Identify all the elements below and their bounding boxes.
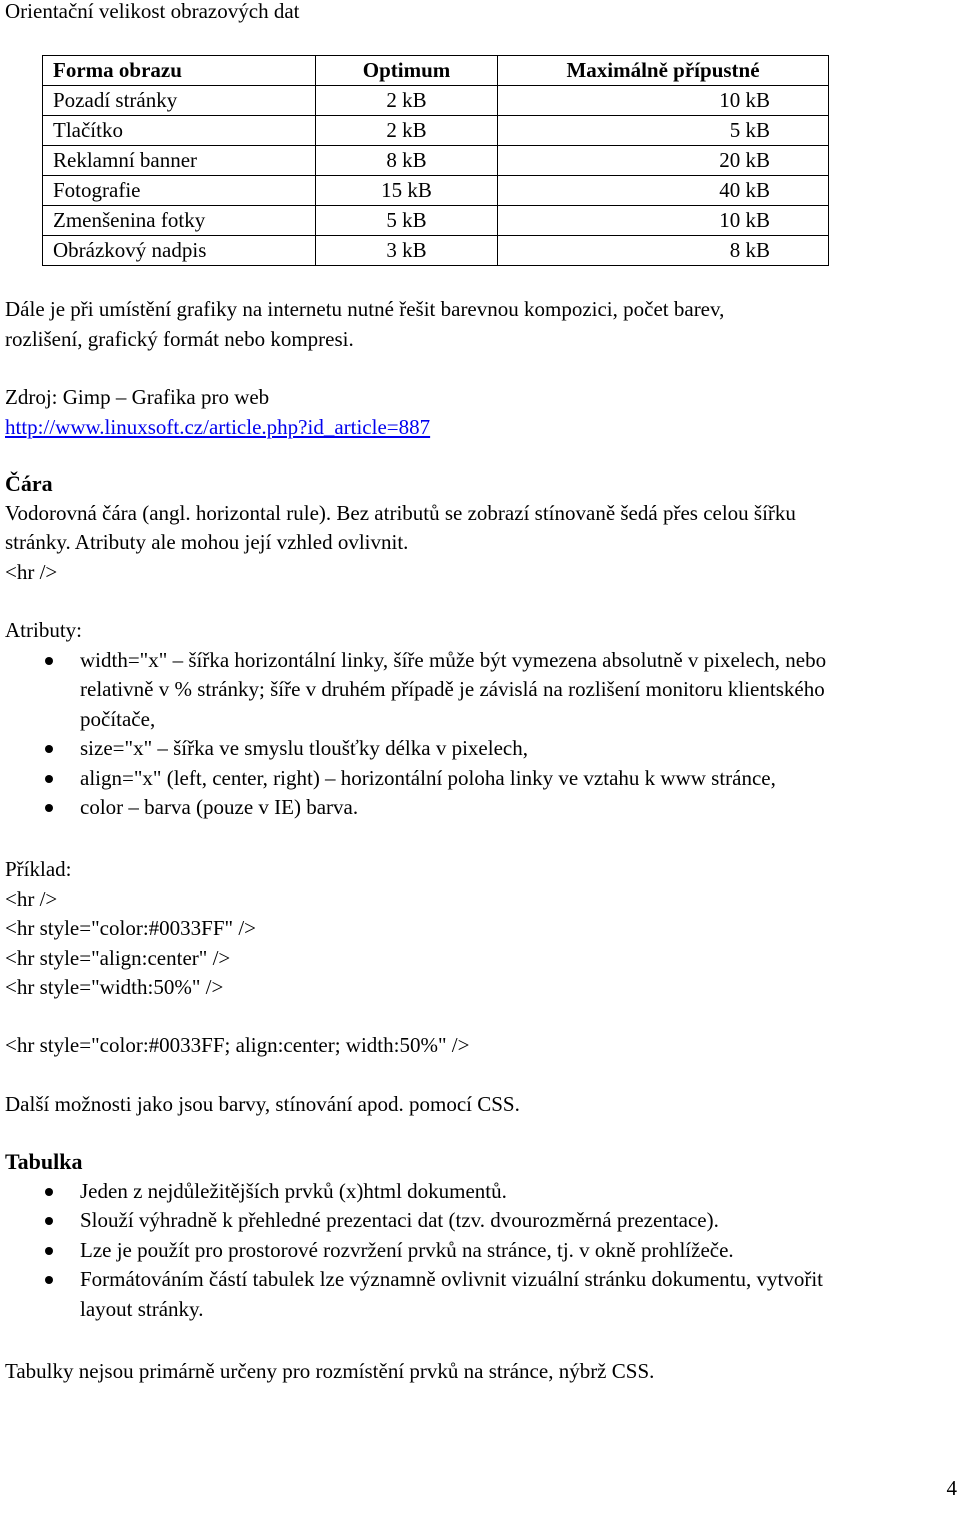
table-row: [43, 146, 829, 176]
table-cell: Tlačítko: [43, 116, 316, 146]
bullet-icon: [45, 775, 53, 783]
table-cell: 2 kB: [316, 116, 498, 146]
table-row: [43, 236, 829, 266]
graphics-paragraph: [5, 295, 724, 354]
attributes-list: [5, 646, 865, 823]
table-cell: Obrázkový nadpis: [43, 236, 316, 266]
table-cell: Pozadí stránky: [43, 86, 316, 116]
table-row: [43, 206, 829, 236]
cara-section: [5, 469, 957, 587]
example-section: [5, 855, 256, 1003]
table-cell: 8 kB: [498, 236, 829, 266]
table-cell: Reklamní banner: [43, 146, 316, 176]
list-item: width="x" – šířka horizontální linky, šíře může být vymezena absolutně v pixelech, nebo relativně v % stránky; šíře v druhém případě je závislá na rozlišení monitoru klientského počítače,: [5, 646, 865, 735]
list-item: color – barva (pouze v IE) barva.: [5, 793, 865, 823]
tabulka-section: [5, 1147, 957, 1324]
attributes-section: [5, 616, 957, 823]
table-cell: 2 kB: [316, 86, 498, 116]
example-code: <hr style="width:50%" />: [5, 975, 224, 999]
cara-description-line: Vodorovná čára (angl. horizontal rule). Bez atributů se zobrazí stínovaně šedá přes celou šířku: [5, 500, 796, 525]
example-code: <hr style="color:#0033FF" />: [5, 916, 257, 940]
table-cell: 10 kB: [498, 86, 829, 116]
bullet-icon: [45, 1217, 53, 1225]
list-item: Formátováním částí tabulek lze významně ovlivnit vizuální stránku dokumentu, vytvořit layout stránky.: [5, 1265, 825, 1324]
hr-tag: <hr />: [5, 559, 58, 584]
bullet-icon: [45, 657, 53, 665]
table-header-cell: Maximálně přípustné: [498, 56, 829, 86]
table-row: [43, 86, 829, 116]
list-item: size="x" – šířka ve smyslu tloušťky délka v pixelech,: [5, 734, 865, 764]
section-title-cara: Čára: [5, 471, 53, 496]
example-combined-code: <hr style="color:#0033FF; align:center; width:50%" />: [5, 1033, 470, 1057]
bullet-icon: [45, 745, 53, 753]
bullet-icon: [45, 804, 53, 812]
source-label: Zdroj: Gimp – Grafika pro web: [5, 385, 270, 409]
table-header-row: [43, 56, 829, 86]
bullet-icon: [45, 1276, 53, 1284]
source-link[interactable]: http://www.linuxsoft.cz/article.php?id_article=887: [5, 414, 431, 439]
tabulka-list: [5, 1177, 825, 1325]
table-header-cell: Optimum: [316, 56, 498, 86]
table-cell: 5 kB: [498, 116, 829, 146]
example-code: <hr style="align:center" />: [5, 945, 231, 970]
list-item: Slouží výhradně k přehledné prezentaci dat (tzv. dvourozměrná prezentace).: [5, 1206, 825, 1236]
image-size-table: [42, 55, 829, 266]
attributes-label: Atributy:: [5, 618, 82, 642]
bullet-icon: [45, 1247, 53, 1255]
example-code: <hr />: [5, 886, 58, 911]
section-title-tabulka: Tabulka: [5, 1149, 83, 1174]
table-cell: 8 kB: [316, 146, 498, 176]
list-item: Lze je použít pro prostorové rozvržení prvků na stránce, tj. v okně prohlížeče.: [5, 1236, 825, 1266]
page-number: 4: [946, 1476, 957, 1500]
example-label: Příklad:: [5, 857, 72, 881]
table-row: [43, 176, 829, 206]
cara-description-line: stránky. Atributy ale mohou její vzhled ovlivnit.: [5, 530, 409, 554]
page-heading: Orientační velikost obrazových dat: [5, 0, 300, 23]
more-options-text: Další možnosti jako jsou barvy, stínování apod. pomocí CSS.: [5, 1092, 520, 1116]
list-item: align="x" (left, center, right) – horizontální poloha linky ve vztahu k www stránce,: [5, 764, 865, 794]
table-row: [43, 116, 829, 146]
table-cell: 3 kB: [316, 236, 498, 266]
paragraph-line: Dále je při umístění grafiky na internetu nutné řešit barevnou kompozici, počet barev,: [5, 297, 725, 321]
table-cell: Fotografie: [43, 176, 316, 206]
source-block: [5, 383, 430, 442]
table-cell: Zmenšenina fotky: [43, 206, 316, 236]
paragraph-line: rozlišení, grafický formát nebo kompresi.: [5, 326, 354, 351]
table-cell: 20 kB: [498, 146, 829, 176]
table-cell: 10 kB: [498, 206, 829, 236]
list-item: Jeden z nejdůležitějších prvků (x)html dokumentů.: [5, 1177, 825, 1207]
table-cell: 40 kB: [498, 176, 829, 206]
table-cell: 5 kB: [316, 206, 498, 236]
table-cell: 15 kB: [316, 176, 498, 206]
table-header-cell: Forma obrazu: [43, 56, 316, 86]
bullet-icon: [45, 1188, 53, 1196]
tabulka-closing-text: Tabulky nejsou primárně určeny pro rozmístění prvků na stránce, nýbrž CSS.: [5, 1359, 655, 1383]
